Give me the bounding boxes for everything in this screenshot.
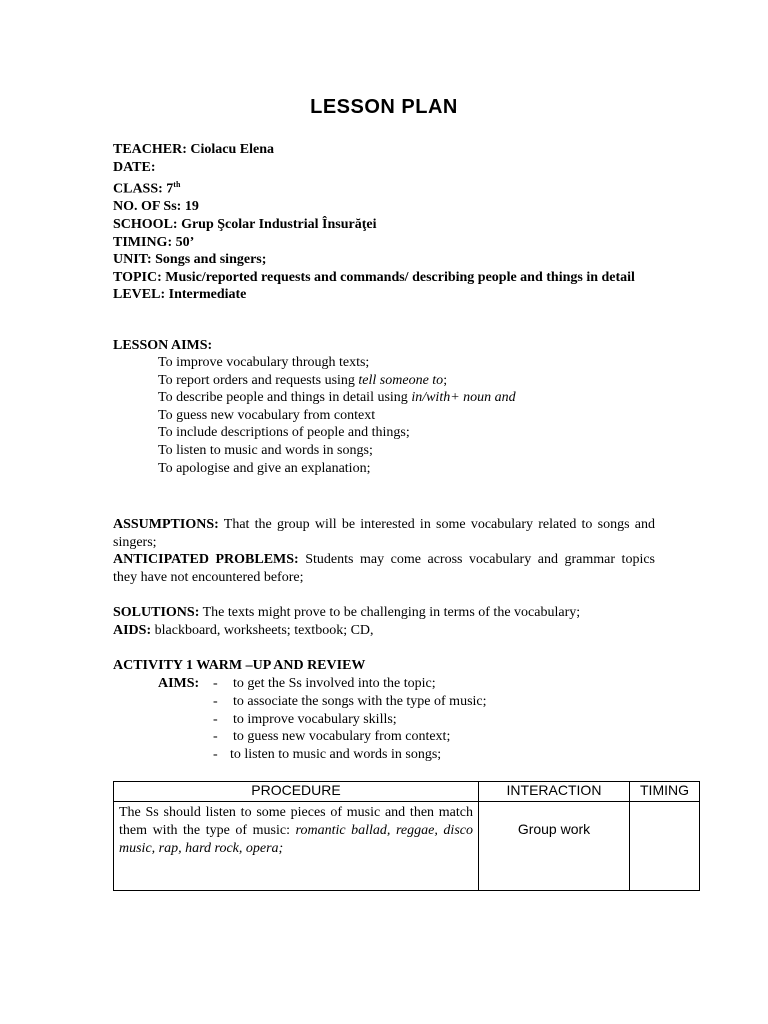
bullet-dash: -	[213, 676, 218, 691]
date-line	[113, 159, 655, 177]
bullet-dash: -	[213, 711, 218, 727]
date-label: DATE:	[113, 159, 156, 175]
timing-header: TIMING	[630, 782, 700, 802]
teacher-value: Ciolacu Elena	[190, 142, 275, 157]
topic-label: TOPIC:	[113, 269, 162, 285]
procedure-table	[113, 781, 700, 891]
activity-aims-label: AIMS:	[158, 676, 200, 691]
bullet-dash: -	[213, 747, 218, 763]
interaction-header: INTERACTION	[479, 782, 630, 802]
solutions-label: SOLUTIONS:	[113, 605, 200, 620]
timing-value: 50’	[175, 234, 195, 250]
teacher-line	[113, 141, 655, 159]
procedure-cell: The Ss should listen to some pieces of music and then match them with the type of music: romantic ballad, reggae, disco music, rap, hard rock, opera;	[114, 802, 479, 891]
level-line	[113, 286, 655, 304]
table-row	[114, 802, 700, 891]
aids-text: blackboard, worksheets; textbook; CD,	[151, 623, 374, 638]
lesson-aim-item: To report orders and requests using tell someone to;	[158, 372, 448, 388]
school-line	[113, 216, 655, 234]
unit-value: Songs and singers;	[155, 252, 267, 268]
class-line	[113, 176, 655, 198]
teacher-label: TEACHER:	[113, 142, 187, 157]
aids-label: AIDS:	[113, 623, 152, 638]
lesson-aim-item: To listen to music and words in songs;	[158, 442, 373, 458]
lesson-aim-item: To describe people and things in detail using in/with+ noun and	[158, 390, 516, 406]
lesson-aim-item: To improve vocabulary through texts;	[158, 355, 370, 370]
school-value: Grup Şcolar Industrial Însurăţei	[181, 217, 377, 233]
assumptions-text: That the group will be interested in some vocabulary related to songs and singers;	[113, 517, 655, 550]
class-superscript: th	[173, 180, 181, 190]
assumptions-label: ASSUMPTIONS:	[113, 517, 219, 532]
bullet-dash: -	[213, 693, 218, 709]
interaction-cell: Group work	[479, 802, 630, 891]
unit-line	[113, 251, 655, 269]
class-value: 7	[166, 181, 174, 197]
bullet-dash: -	[213, 729, 218, 745]
assumptions-paragraph	[113, 516, 655, 551]
lesson-aim-item: To include descriptions of people and things;	[158, 425, 410, 441]
timing-label: TIMING:	[113, 234, 173, 250]
topic-value: Music/reported requests and commands/ describing people and things in detail	[165, 269, 635, 285]
solutions-text: The texts might prove to be challenging in terms of the vocabulary;	[199, 605, 581, 620]
problems-label: ANTICIPATED PROBLEMS:	[113, 552, 299, 567]
problems-text: Students may come across vocabulary and grammar topics they have not encountered before;	[113, 552, 655, 585]
aids-paragraph	[113, 622, 655, 640]
lesson-aim-item: To apologise and give an explanation;	[158, 460, 371, 476]
school-label: SCHOOL:	[113, 217, 178, 233]
lesson-aims-list	[158, 354, 516, 477]
nos-value: 19	[184, 199, 199, 215]
nos-line	[113, 198, 655, 216]
nos-label: NO. OF Ss:	[113, 199, 182, 215]
timing-line	[113, 234, 655, 252]
solutions-paragraph	[113, 604, 655, 622]
lesson-info	[113, 141, 655, 304]
timing-cell	[630, 802, 700, 891]
unit-label: UNIT:	[113, 252, 152, 268]
level-value: Intermediate	[168, 287, 247, 303]
lesson-aims-heading: LESSON AIMS:	[113, 338, 213, 353]
level-label: LEVEL:	[113, 287, 166, 303]
class-label: CLASS:	[113, 181, 163, 197]
topic-line	[113, 269, 655, 287]
problems-paragraph	[113, 551, 655, 586]
lesson-aim-item: To guess new vocabulary from context	[158, 407, 376, 423]
procedure-header: PROCEDURE	[114, 782, 479, 802]
activity-heading: ACTIVITY 1 WARM –UP AND REVIEW	[113, 658, 366, 673]
table-header-row	[114, 782, 700, 802]
document-title: LESSON PLAN	[310, 96, 458, 118]
